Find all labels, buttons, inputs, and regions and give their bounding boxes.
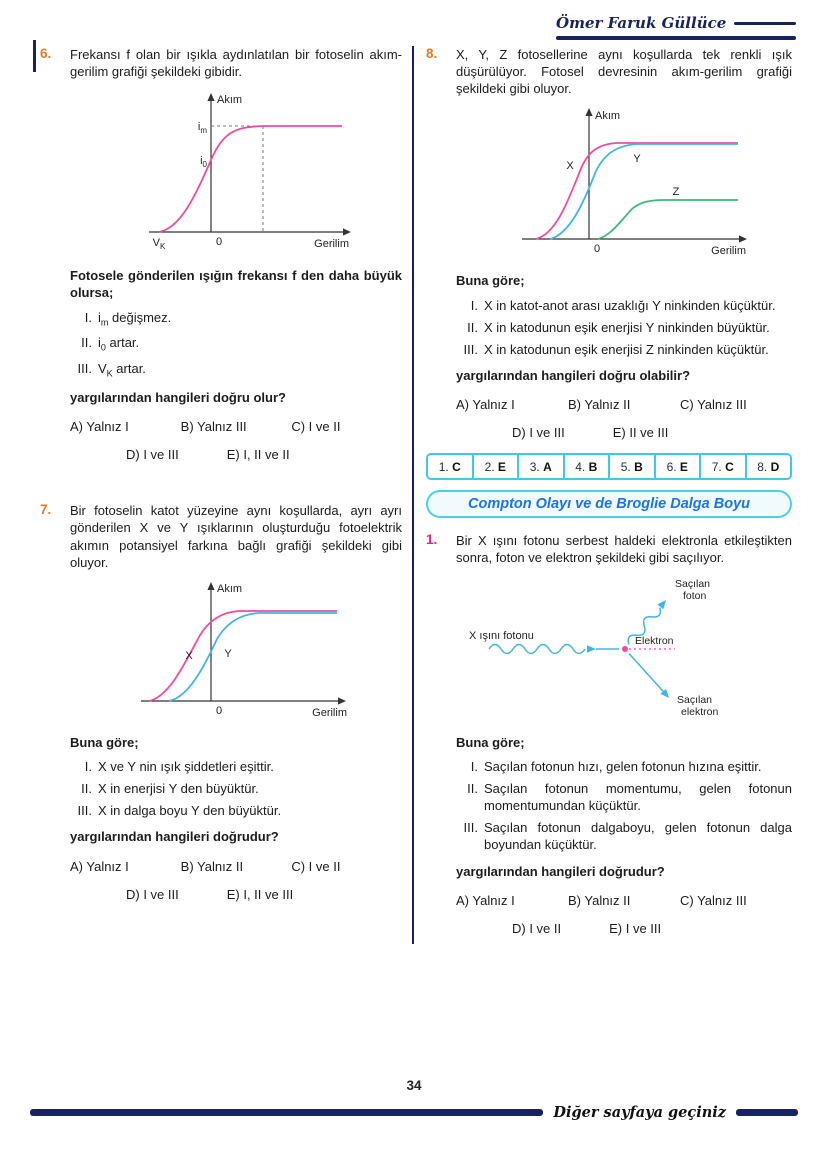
option-D: D) I ve III <box>126 447 179 463</box>
question-7-prompt: yargılarından hangileri doğrudur? <box>70 829 279 845</box>
footer-bar-left <box>30 1109 543 1116</box>
statement-text: X ve Y nin ışık şiddetleri eşittir. <box>98 758 274 774</box>
question-8-graph <box>456 103 792 263</box>
statement-text: X in dalga boyu Y den büyüktür. <box>98 803 282 819</box>
option-C: C) I ve II <box>291 419 341 435</box>
signature-area <box>556 14 796 40</box>
footer <box>30 1104 798 1121</box>
statement-text: Saçılan fotonun hızı, gelen fotonun hızına eşittir. <box>484 758 762 774</box>
question-8-header <box>426 46 792 97</box>
signature-row <box>556 14 796 32</box>
question-8-prompt: yargılarından hangileri doğru olabilir? <box>456 368 691 384</box>
y-axis-arrow <box>207 93 214 101</box>
signature-underline <box>556 36 796 40</box>
statement-1 <box>456 297 792 314</box>
y-axis-label: Akım <box>217 94 243 107</box>
statement-3 <box>70 360 402 380</box>
scattered-photon-label-line2: foton <box>683 589 707 602</box>
answer-number: 4. <box>575 460 586 475</box>
statement-roman: I. <box>84 758 92 774</box>
curve-Y <box>550 144 738 239</box>
question-6-text: Frekansı f olan bir ışıkla aydınlatılan bir fotoselin akım-gerilim grafiği şekildeki gibidir. <box>70 47 402 80</box>
answer-key-cell-1 <box>428 455 472 478</box>
y-axis-arrow <box>207 582 214 590</box>
symbol-base: V <box>98 360 107 376</box>
option-B: B) Yalnız II <box>568 397 631 413</box>
statement-text: X in katodunun eşik enerjisi Z ninkinden küçüktür. <box>484 341 769 357</box>
option-D: D) I ve III <box>126 886 179 902</box>
statement-roman: II. <box>81 781 92 797</box>
answer-letter: C <box>452 460 461 475</box>
option-B: B) Yalnız III <box>180 419 247 435</box>
electron-dot <box>622 646 628 652</box>
question-7-statements <box>70 758 402 819</box>
current-voltage-graph <box>111 577 361 725</box>
x-axis-label: Gerilim <box>314 238 349 251</box>
option-A: A) Yalnız I <box>70 858 129 874</box>
answer-letter: E <box>497 460 506 475</box>
question-7 <box>40 502 402 901</box>
answer-number: 8. <box>757 460 768 475</box>
statement-text <box>98 334 402 354</box>
question-7-body <box>70 577 402 902</box>
options-row-2 <box>456 425 792 440</box>
right-column <box>426 46 792 976</box>
answer-key-cell-3 <box>517 455 563 478</box>
scattered-photon-arrowhead <box>657 597 669 609</box>
statement-text: X in katodunun eşik enerjisi Y ninkinden büyüktür. <box>484 319 770 335</box>
compton-scattering-diagram <box>459 573 789 725</box>
statement-roman: II. <box>81 335 92 351</box>
x-axis-arrow <box>343 229 351 236</box>
y-axis-label: Akım <box>595 110 621 123</box>
answer-key-cell-6 <box>654 455 700 478</box>
statement-1 <box>70 758 402 775</box>
incoming-photon-wave <box>489 644 585 653</box>
statement-text: Saçılan fotonun dalgaboyu, gelen fotonun dalga boyundan küçüktür. <box>484 820 792 853</box>
answer-key-cell-2 <box>472 455 518 478</box>
question-6-statements <box>70 309 402 380</box>
answer-number: 6. <box>666 460 677 475</box>
current-voltage-graph <box>111 86 361 258</box>
curve-Y-label: Y <box>224 647 232 660</box>
x-axis-label: Gerilim <box>312 706 347 719</box>
answer-letter: C <box>725 460 734 475</box>
curve-Y-label: Y <box>633 153 641 166</box>
answer-number: 2. <box>484 460 495 475</box>
symbol-base: i <box>98 335 101 351</box>
left-column <box>40 46 402 942</box>
question-6-header <box>40 46 402 80</box>
question-6-options <box>70 419 402 462</box>
option-A: A) Yalnız I <box>70 419 129 435</box>
option-A: A) Yalnız I <box>456 892 515 908</box>
statement-rest: artar. <box>112 360 146 376</box>
answer-number: 5. <box>620 460 631 475</box>
scattered-electron-label-line1: Saçılan <box>677 693 713 706</box>
symbol-base: i <box>98 309 101 325</box>
answer-letter: D <box>770 460 780 475</box>
options-row-1 <box>70 419 402 434</box>
question-7-graph <box>70 577 402 725</box>
curve-Z-label: Z <box>672 186 680 199</box>
options-row-2 <box>70 887 402 902</box>
statement-2 <box>456 780 792 814</box>
question-7-number: 7. <box>40 502 52 518</box>
author-signature: Ömer Faruk Güllüce <box>556 14 727 32</box>
x-axis-arrow <box>338 697 346 704</box>
statement-roman: III. <box>77 803 92 819</box>
incoming-photon-label: X ışını fotonu <box>469 629 534 642</box>
options-row-2 <box>70 447 402 462</box>
scattered-photon-label-line1: Saçılan <box>675 577 711 590</box>
page-number: 34 <box>406 1078 422 1093</box>
option-E: E) I, II ve III <box>226 886 294 902</box>
x-axis-arrow <box>739 236 747 243</box>
statement-roman: II. <box>467 780 478 796</box>
question-8 <box>426 46 792 440</box>
answer-number: 1. <box>438 460 449 475</box>
y-axis-arrow <box>585 108 592 116</box>
option-C: C) I ve II <box>291 858 341 874</box>
curve-X-label: X <box>185 649 193 662</box>
statement-text: Saçılan fotonun momentumu, gelen fotonun momentumundan küçüktür. <box>484 780 792 814</box>
answer-letter: B <box>588 460 598 475</box>
options-row-1 <box>456 397 792 412</box>
scattered-electron-group <box>626 650 672 700</box>
statement-3 <box>456 819 792 853</box>
question-8-body <box>456 103 792 440</box>
statement-text <box>98 309 402 329</box>
question-6 <box>40 46 402 462</box>
column-divider <box>412 46 414 944</box>
scattered-electron-label-line2: elektron <box>681 705 719 718</box>
question-1-body <box>456 573 792 936</box>
symbol-sub: K <box>106 368 113 379</box>
question-1-statements <box>456 758 792 854</box>
option-C: C) Yalnız III <box>680 397 747 413</box>
answer-key-cell-4 <box>563 455 609 478</box>
statement-text: X in enerjisi Y den büyüktür. <box>98 781 259 797</box>
statement-roman: III. <box>77 360 92 376</box>
vk-label: $V_K$ <box>152 237 166 252</box>
option-D: D) I ve III <box>512 425 565 441</box>
answer-number: 7. <box>711 460 722 475</box>
page-corner-mark <box>33 40 36 72</box>
statement-2 <box>70 334 402 354</box>
answer-key-cell-5 <box>608 455 654 478</box>
statement-2 <box>456 319 792 336</box>
statement-roman: I. <box>470 297 478 313</box>
signature-line <box>734 22 796 25</box>
question-8-stem: Buna göre; <box>456 273 525 289</box>
x-axis-label: Gerilim <box>711 245 746 258</box>
y-axis-label: Akım <box>217 582 243 595</box>
question-8-number: 8. <box>426 46 438 61</box>
statement-roman: I. <box>470 758 478 774</box>
statement-rest: değişmez. <box>108 309 172 325</box>
question-7-stem: Buna göre; <box>70 734 139 750</box>
statement-3 <box>456 341 792 358</box>
option-B: B) Yalnız II <box>568 892 631 908</box>
origin-label: 0 <box>594 243 601 256</box>
question-1-prompt: yargılarından hangileri doğrudur? <box>456 863 665 879</box>
options-row-2 <box>456 921 792 936</box>
question-6-prompt: yargılarından hangileri doğru olur? <box>70 390 286 406</box>
incoming-photon-arrowhead <box>587 645 596 653</box>
statement-1 <box>70 309 402 329</box>
question-6-number: 6. <box>40 46 52 61</box>
options-row-1 <box>70 859 402 874</box>
statement-roman: II. <box>467 319 478 335</box>
answer-number: 3. <box>529 460 540 475</box>
electron-label: Elektron <box>635 634 674 647</box>
question-8-statements <box>456 297 792 358</box>
option-E: E) II ve III <box>612 425 669 441</box>
footer-note: Diğer sayfaya geçiniz <box>553 1104 726 1121</box>
statement-roman: III. <box>463 341 478 357</box>
answer-key-cell-8 <box>745 455 791 478</box>
question-1-header <box>426 532 792 566</box>
question-6-graph <box>70 86 402 258</box>
statement-3 <box>70 802 402 819</box>
option-E: E) I ve III <box>609 920 662 936</box>
curve-Y <box>169 613 337 701</box>
statement-roman: I. <box>84 309 92 325</box>
origin-label: 0 <box>216 704 223 717</box>
question-1-text: Bir X ışını fotonu serbest haldeki elektronla etkileştikten sonra, foton ve elektron şekildeki gibi saçılıyor. <box>456 533 792 566</box>
option-D: D) I ve II <box>512 920 562 936</box>
statement-text <box>98 360 402 380</box>
answer-key-cell-7 <box>699 455 745 478</box>
curve-X-label: X <box>566 160 574 173</box>
options-row-1 <box>456 893 792 908</box>
im-label: $i_m$ <box>197 121 207 136</box>
symbol-sub: 0 <box>100 342 106 353</box>
curve-X <box>149 611 337 701</box>
option-E: E) I, II ve II <box>226 447 290 463</box>
current-voltage-graph <box>494 103 754 263</box>
answer-letter: A <box>543 460 552 475</box>
photocurrent-curve <box>159 126 342 232</box>
answer-key-strip <box>426 453 792 480</box>
question-1 <box>426 532 792 935</box>
option-A: A) Yalnız I <box>456 397 515 413</box>
option-B: B) Yalnız II <box>180 858 244 874</box>
statement-1 <box>456 758 792 775</box>
statement-2 <box>70 780 402 797</box>
question-7-options <box>70 859 402 902</box>
statement-text: X in katot-anot arası uzaklığı Y ninkinden küçüktür. <box>484 297 776 313</box>
question-6-body <box>70 86 402 462</box>
question-8-options <box>456 397 792 440</box>
question-6-stem: Fotosele gönderilen ışığın frekansı f den daha büyük olursa; <box>70 268 402 301</box>
question-1-diagram <box>456 573 792 725</box>
question-8-text: X, Y, Z fotosellerine aynı koşullarda tek renkli ışık düşürülüyor. Fotosel devresinin akım-gerilim grafiği şekildeki gibi oluyor. <box>456 47 792 97</box>
curve-Z <box>598 200 738 239</box>
question-7-text: Bir fotoselin katot yüzeyine aynı koşullarda, ayrı ayrı gönderilen X ve Y ışıklarının oluşturduğu fotoelektrik akımın potansiyel farkına bağlı grafiği şekildeki gibi oluyor. <box>70 503 402 570</box>
footer-bar-right <box>736 1109 798 1116</box>
i0-label: $i_0$ <box>200 155 207 170</box>
answer-letter: B <box>634 460 643 475</box>
statement-roman: III. <box>463 820 478 836</box>
question-1-stem: Buna göre; <box>456 734 525 750</box>
question-7-header <box>40 502 402 571</box>
question-1-options <box>456 893 792 936</box>
scattered-electron-line <box>629 653 664 692</box>
answer-letter: E <box>679 460 688 475</box>
section-title-banner: Compton Olayı ve de Broglie Dalga Boyu <box>426 490 792 518</box>
question-1-number: 1. <box>426 532 438 548</box>
origin-label: 0 <box>216 236 223 249</box>
statement-rest: artar. <box>105 335 140 351</box>
symbol-sub: m <box>100 317 109 328</box>
option-C: C) Yalnız III <box>680 892 747 908</box>
